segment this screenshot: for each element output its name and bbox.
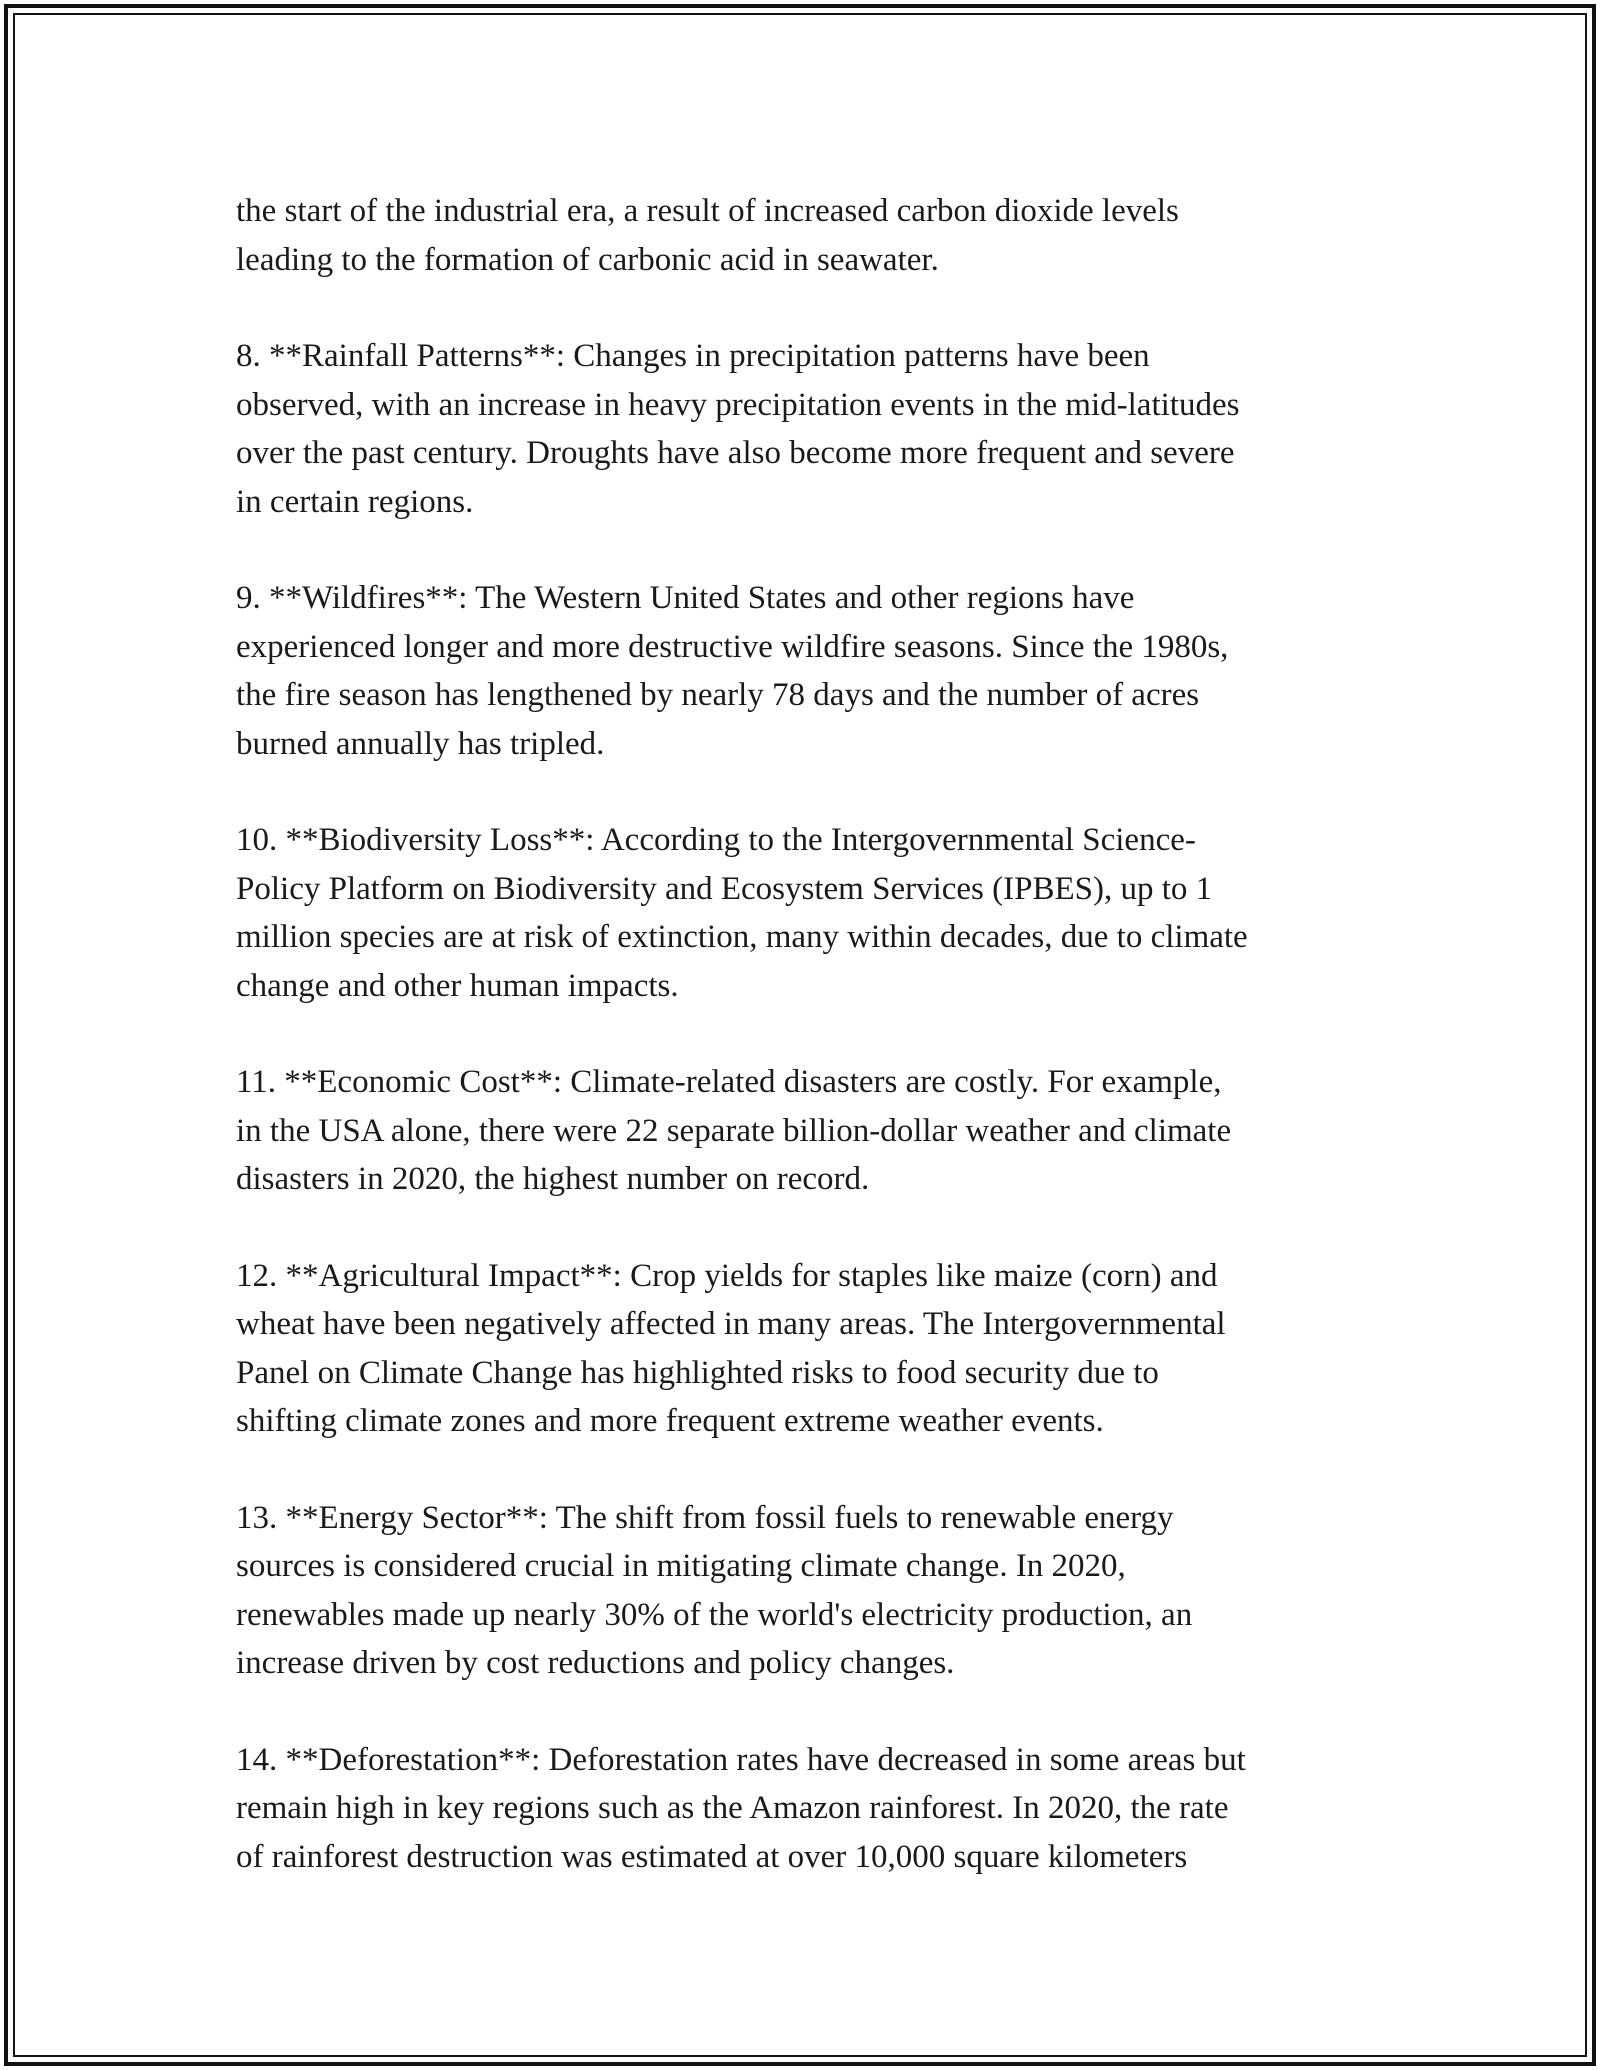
paragraph-agricultural-impact: 12. **Agricultural Impact**: Crop yields for staples like maize (corn) and wheat have been negatively affected in many areas. The Intergovernmental Panel on Climate Change has highlighted risks to food security due to shifting climate zones and more frequent extreme weather events. — [236, 1257, 1226, 1439]
paragraph-deforestation: 14. **Deforestation**: Deforestation rates have decreased in some areas but remain high in key regions such as the Amazon rainforest. In 2020, the rate of rainforest destruction was estimated at over 10,000 square kilometers — [236, 1741, 1246, 1875]
paragraph-energy-sector: 13. **Energy Sector**: The shift from fossil fuels to renewable energy sources is considered crucial in mitigating climate change. In 2020, renewables made up nearly 30% of the world's electricity production, an increase driven by cost reductions and policy changes. — [236, 1499, 1193, 1681]
paragraph-wildfires: 9. **Wildfires**: The Western United States and other regions have experienced longer and more destructive wildfire seasons. Since the 1980s, the fire season has lengthened by nearly 78 days and the number of acres burned annually has tripled. — [236, 580, 1229, 762]
paragraph-ocean-acidification-continued: the start of the industrial era, a result of increased carbon dioxide levels leading to the formation of carbonic acid in seawater. — [236, 193, 1179, 278]
paragraph-economic-cost: 11. **Economic Cost**: Climate-related disasters are costly. For example, in the USA alone, there were 22 separate billion-dollar weather and climate disasters in 2020, the highest number on record. — [236, 1064, 1232, 1197]
document-body — [236, 187, 1386, 1881]
paragraph-biodiversity-loss: 10. **Biodiversity Loss**: According to the Intergovernmental Science- Policy Platform on Biodiversity and Ecosystem Services (IPBES), up to 1 million species are at risk of extinction, many within decades, due to climate change and other human impacts. — [236, 822, 1248, 1004]
paragraph-rainfall-patterns: 8. **Rainfall Patterns**: Changes in precipitation patterns have been observed, with an increase in heavy precipitation events in the mid-latitudes over the past century. Droughts have also become more frequent and severe in certain regions. — [236, 338, 1240, 520]
